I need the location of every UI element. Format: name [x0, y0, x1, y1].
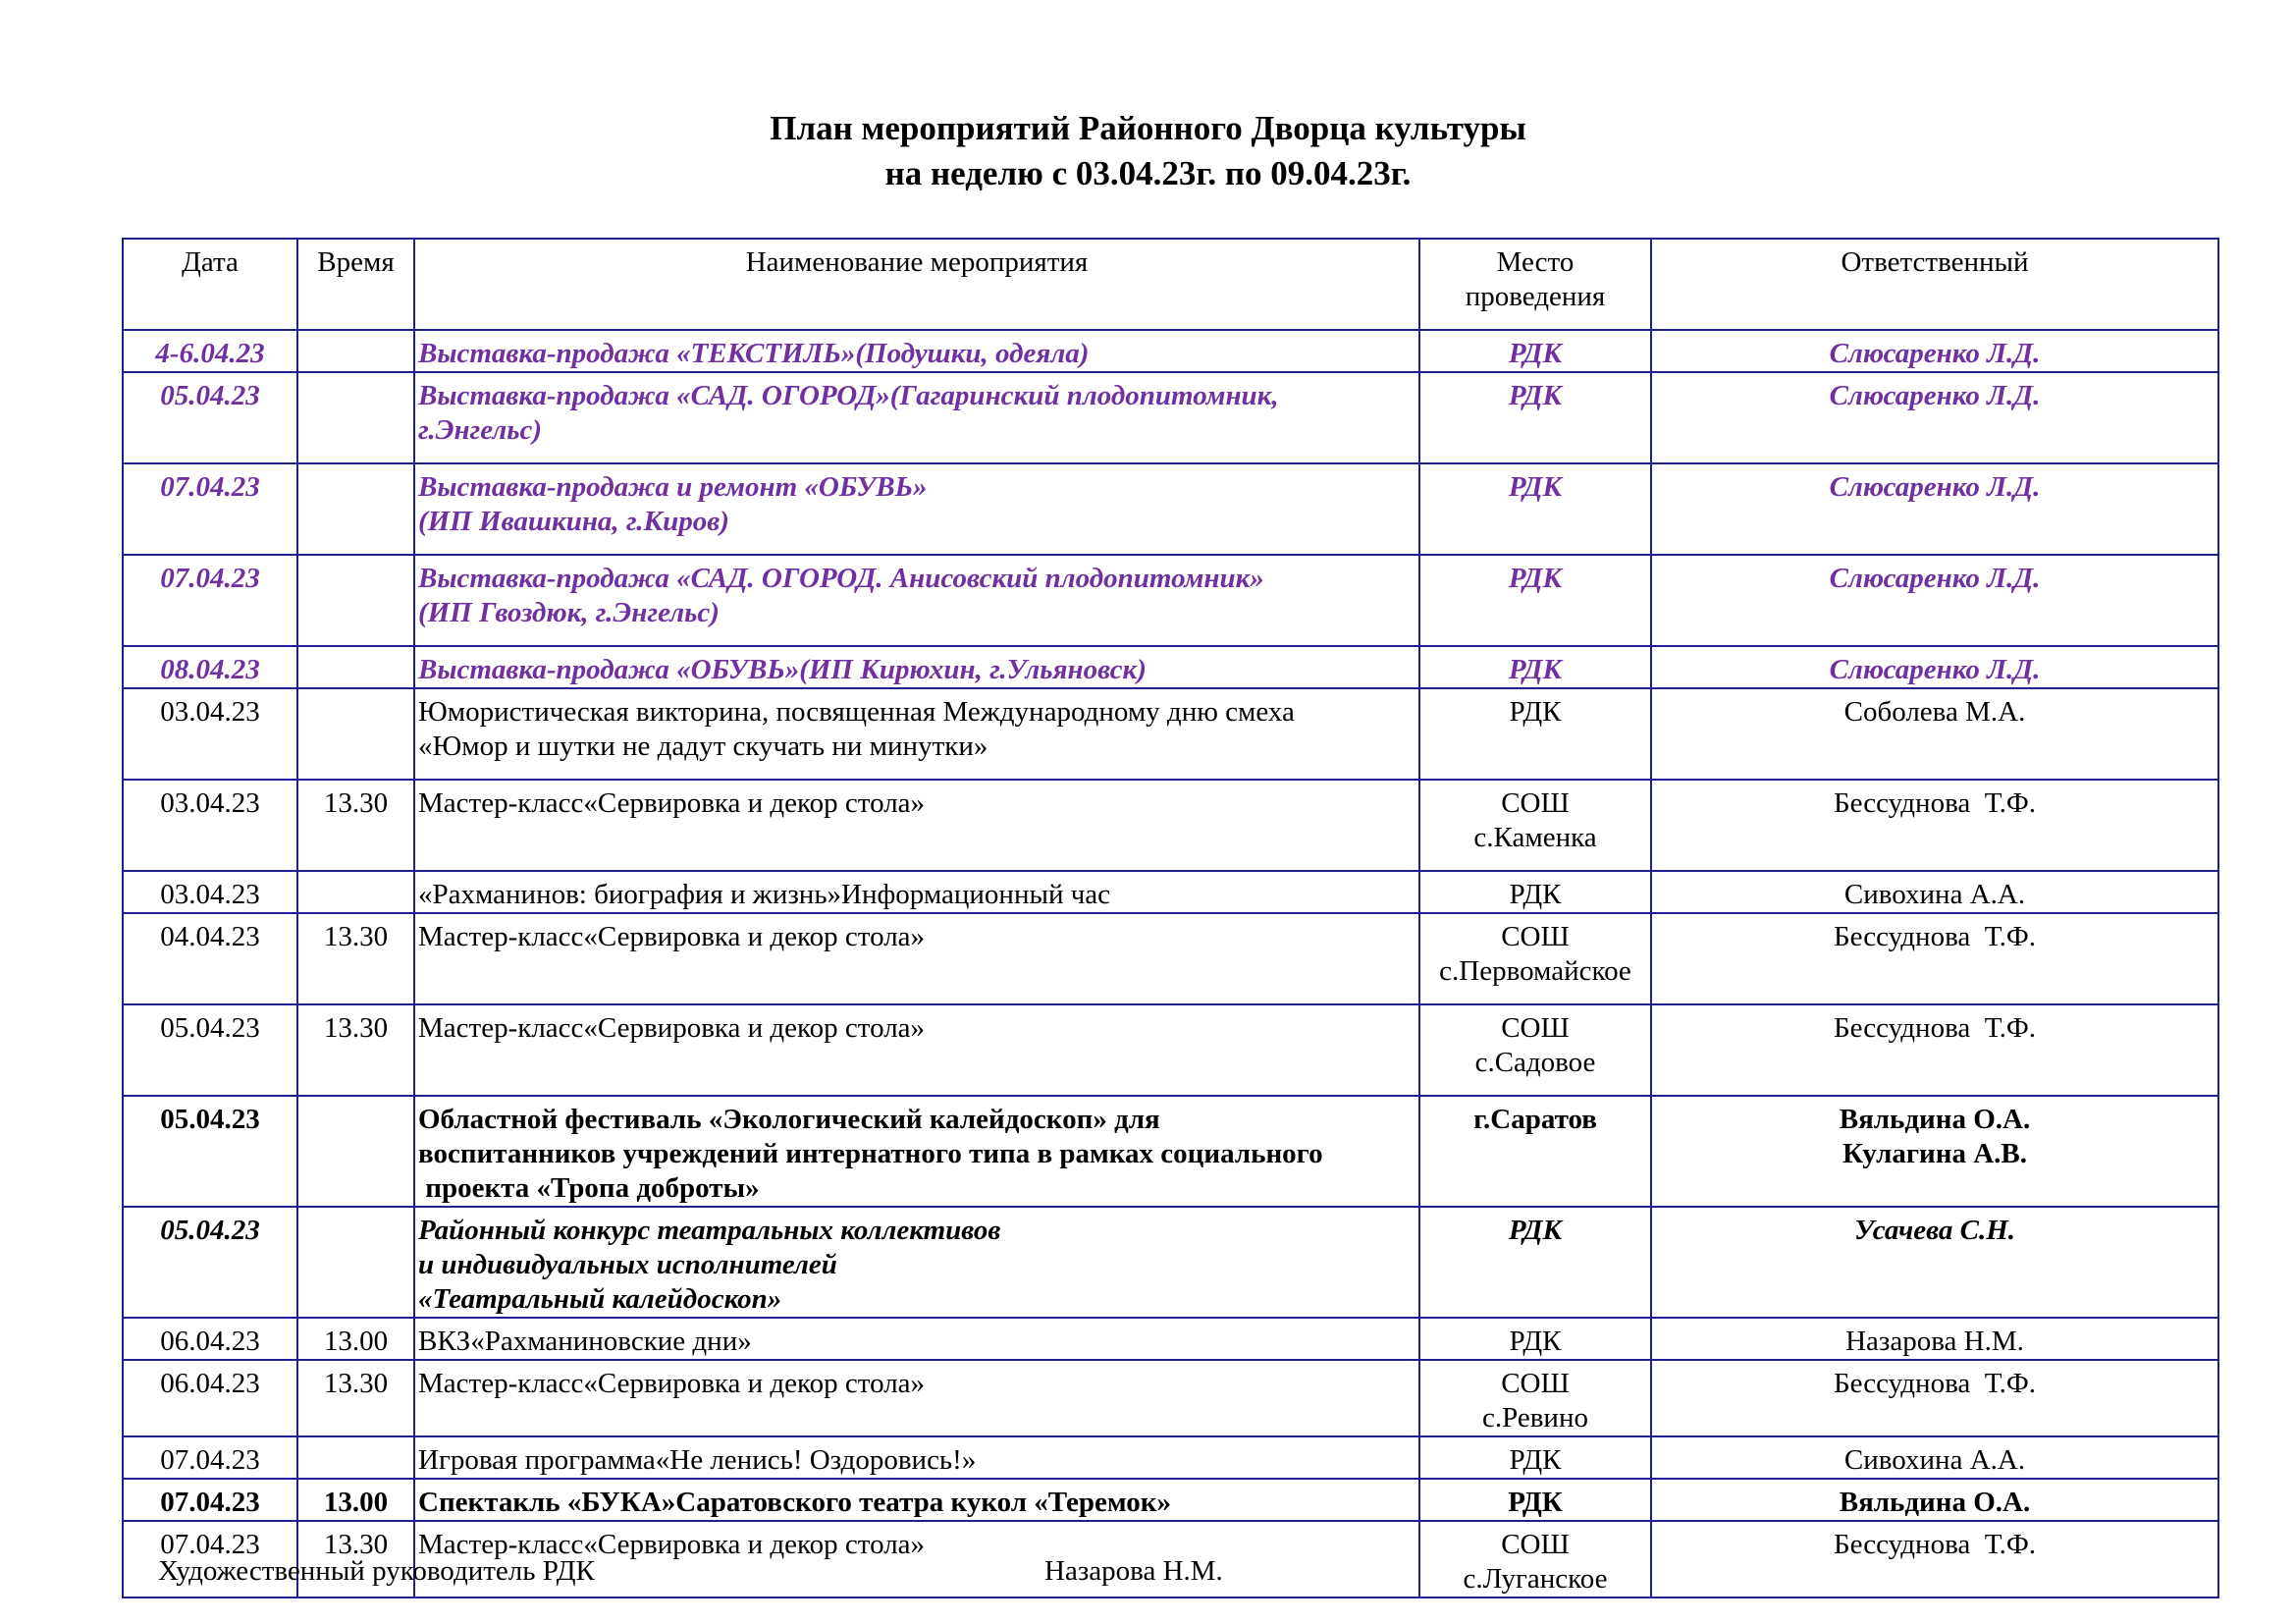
cell-event-name-line: Выставка-продажа «САД. ОГОРОД»(Гагаринский плодопитомник, [418, 380, 1279, 411]
cell-place-line: СОШ [1501, 1368, 1570, 1399]
cell-time [297, 372, 414, 463]
cell-time [297, 1096, 414, 1207]
cell-responsible [1651, 372, 2218, 463]
table-row [123, 1479, 2218, 1521]
header-responsible: Ответственный [1651, 239, 2218, 330]
cell-event-name-line: ВКЗ«Рахманиновские дни» [418, 1326, 752, 1357]
cell-place-line: РДК [1508, 1215, 1563, 1246]
cell-place [1419, 1096, 1651, 1207]
cell-place-line: РДК [1508, 338, 1563, 369]
header-name: Наименование мероприятия [414, 239, 1419, 330]
cell-place-line: РДК [1508, 471, 1563, 503]
cell-event-name-line: Областной фестиваль «Экологический калейдоскоп» для [418, 1104, 1160, 1135]
cell-date: 06.04.23 [123, 1360, 297, 1436]
cell-responsible-line: Бессуднова Т.Ф. [1834, 787, 2036, 819]
table-row [123, 913, 2218, 1004]
cell-place-line: РДК [1508, 380, 1563, 411]
cell-place-line: с.Каменка [1473, 822, 1597, 853]
cell-responsible [1651, 646, 2218, 688]
cell-responsible-line: Назарова Н.М. [1845, 1326, 2024, 1357]
cell-place-line: с.Ревино [1482, 1402, 1588, 1434]
cell-date: 05.04.23 [123, 372, 297, 463]
cell-event-name [414, 1004, 1419, 1096]
cell-event-name-line: Выставка-продажа и ремонт «ОБУВЬ» [418, 471, 928, 503]
header-date: Дата [123, 239, 297, 330]
cell-event-name-line: «Рахманинов: биография и жизнь»Информационный час [418, 879, 1111, 910]
title-line-2: на неделю с 03.04.23г. по 09.04.23г. [884, 154, 1412, 192]
cell-place [1419, 780, 1651, 871]
cell-event-name [414, 1360, 1419, 1436]
cell-date: 07.04.23 [123, 1479, 297, 1521]
cell-place [1419, 646, 1651, 688]
cell-responsible-line: Слюсаренко Л.Д. [1829, 338, 2041, 369]
cell-responsible [1651, 688, 2218, 780]
cell-place-line: СОШ [1501, 1012, 1570, 1044]
cell-time: 13.00 [297, 1479, 414, 1521]
cell-date: 07.04.23 [123, 555, 297, 646]
cell-responsible-line: Бессуднова Т.Ф. [1834, 1012, 2036, 1044]
cell-event-name [414, 688, 1419, 780]
cell-time [297, 646, 414, 688]
cell-event-name-line: (ИП Ивашкина, г.Киров) [418, 506, 729, 537]
cell-responsible [1651, 1318, 2218, 1360]
table-row [123, 555, 2218, 646]
footer-position: Художественный руководитель РДК [158, 1555, 595, 1587]
cell-date: 07.04.23 [123, 1521, 297, 1597]
cell-date: 07.04.23 [123, 463, 297, 555]
cell-place [1419, 1479, 1651, 1521]
title-line-1: План мероприятий Районного Дворца культуры [770, 109, 1526, 147]
cell-date: 05.04.23 [123, 1096, 297, 1207]
cell-event-name [414, 330, 1419, 372]
cell-event-name [414, 1436, 1419, 1479]
cell-time [297, 555, 414, 646]
cell-place-line: РДК [1509, 1444, 1562, 1476]
table-row [123, 1436, 2218, 1479]
cell-event-name-line: проекта «Тропа доброты» [418, 1172, 760, 1204]
header-time: Время [297, 239, 414, 330]
cell-event-name [414, 1096, 1419, 1207]
cell-responsible-line: Вяльдина О.А. [1839, 1487, 2031, 1518]
table-header-row [123, 239, 2218, 330]
cell-responsible-line: Усачева С.Н. [1853, 1215, 2016, 1246]
cell-place [1419, 1521, 1651, 1597]
cell-event-name-line: Районный конкурс театральных коллективов [418, 1215, 1001, 1246]
cell-place [1419, 555, 1651, 646]
table-row [123, 1207, 2218, 1318]
cell-event-name [414, 555, 1419, 646]
cell-responsible [1651, 913, 2218, 1004]
cell-responsible-line: Слюсаренко Л.Д. [1829, 654, 2041, 685]
header-place-line: проведения [1465, 281, 1606, 312]
cell-event-name-line: (ИП Гвоздюк, г.Энгельс) [418, 597, 720, 628]
cell-place-line: РДК [1509, 879, 1562, 910]
cell-responsible-line: Бессуднова Т.Ф. [1834, 1529, 2036, 1560]
cell-time: 13.30 [297, 780, 414, 871]
cell-time [297, 871, 414, 913]
cell-responsible [1651, 1207, 2218, 1318]
cell-date: 03.04.23 [123, 871, 297, 913]
cell-place-line: РДК [1508, 1487, 1563, 1518]
cell-place-line: с.Садовое [1474, 1047, 1596, 1078]
cell-date: 05.04.23 [123, 1004, 297, 1096]
cell-responsible [1651, 1521, 2218, 1597]
cell-time [297, 330, 414, 372]
cell-responsible [1651, 1479, 2218, 1521]
cell-place-line: СОШ [1501, 921, 1570, 952]
cell-responsible-line: Слюсаренко Л.Д. [1829, 471, 2041, 503]
cell-date: 05.04.23 [123, 1207, 297, 1318]
table-row [123, 688, 2218, 780]
cell-time [297, 1436, 414, 1479]
cell-place [1419, 1318, 1651, 1360]
cell-place-line: РДК [1509, 1326, 1562, 1357]
cell-event-name-line: Спектакль «БУКА»Саратовского театра кукол «Теремок» [418, 1487, 1171, 1518]
cell-responsible-line: Бессуднова Т.Ф. [1834, 1368, 2036, 1399]
cell-time: 13.30 [297, 1004, 414, 1096]
cell-responsible-line: Вяльдина О.А. [1839, 1104, 2031, 1135]
cell-event-name-line: «Юмор и шутки не дадут скучать ни минутки» [418, 731, 988, 762]
cell-event-name-line: Мастер-класс«Сервировка и декор стола» [418, 921, 926, 952]
cell-date: 03.04.23 [123, 688, 297, 780]
cell-time [297, 463, 414, 555]
cell-responsible [1651, 780, 2218, 871]
cell-place [1419, 372, 1651, 463]
cell-place-line: СОШ [1501, 787, 1570, 819]
cell-responsible-line: Бессуднова Т.Ф. [1834, 921, 2036, 952]
table-row [123, 1096, 2218, 1207]
cell-event-name [414, 1479, 1419, 1521]
table-row [123, 1004, 2218, 1096]
cell-event-name [414, 913, 1419, 1004]
cell-event-name [414, 646, 1419, 688]
cell-place [1419, 463, 1651, 555]
cell-event-name [414, 372, 1419, 463]
cell-date: 04.04.23 [123, 913, 297, 1004]
cell-responsible-line: Слюсаренко Л.Д. [1829, 563, 2041, 594]
cell-time: 13.30 [297, 1360, 414, 1436]
cell-date: 08.04.23 [123, 646, 297, 688]
header-place [1419, 239, 1651, 330]
header-place-line: Место [1496, 246, 1575, 278]
cell-event-name-line: Выставка-продажа «ТЕКСТИЛЬ»(Подушки, одеяла) [418, 338, 1090, 369]
cell-date: 07.04.23 [123, 1436, 297, 1479]
cell-time [297, 688, 414, 780]
cell-date: 4-6.04.23 [123, 330, 297, 372]
cell-place [1419, 1360, 1651, 1436]
cell-responsible-line: Слюсаренко Л.Д. [1829, 380, 2041, 411]
cell-event-name-line: Мастер-класс«Сервировка и декор стола» [418, 787, 926, 819]
table-row [123, 646, 2218, 688]
cell-time [297, 1207, 414, 1318]
cell-event-name [414, 1207, 1419, 1318]
cell-date: 06.04.23 [123, 1318, 297, 1360]
footer-person: Назарова Н.М. [1044, 1555, 1223, 1587]
cell-event-name-line: Игровая программа«Не ленись! Оздоровись!» [418, 1444, 977, 1476]
cell-place [1419, 688, 1651, 780]
cell-place [1419, 1207, 1651, 1318]
cell-place-line: СОШ [1501, 1529, 1570, 1560]
cell-place-line: г.Саратов [1473, 1104, 1597, 1135]
events-table [122, 238, 2219, 1598]
cell-responsible-line: Сивохина А.А. [1843, 1444, 2026, 1476]
table-row [123, 463, 2218, 555]
cell-place [1419, 1436, 1651, 1479]
cell-event-name-line: и индивидуальных исполнителей [418, 1249, 837, 1280]
cell-place-line: с.Луганское [1463, 1563, 1608, 1595]
cell-time: 13.30 [297, 913, 414, 1004]
cell-responsible-line: Кулагина А.В. [1842, 1138, 2027, 1169]
table-row [123, 871, 2218, 913]
cell-place-line: РДК [1508, 654, 1563, 685]
table-row [123, 1318, 2218, 1360]
cell-place-line: РДК [1509, 696, 1562, 728]
cell-responsible [1651, 1360, 2218, 1436]
cell-event-name [414, 463, 1419, 555]
cell-place [1419, 1004, 1651, 1096]
cell-event-name-line: «Театральный калейдоскоп» [418, 1283, 782, 1315]
cell-responsible [1651, 871, 2218, 913]
cell-event-name-line: Мастер-класс«Сервировка и декор стола» [418, 1529, 926, 1560]
cell-event-name-line: Мастер-класс«Сервировка и декор стола» [418, 1012, 926, 1044]
cell-event-name-line: Выставка-продажа «САД. ОГОРОД. Анисовский плодопитомник» [418, 563, 1264, 594]
cell-event-name-line: г.Энгельс) [418, 414, 543, 446]
cell-place-line: с.Первомайское [1439, 955, 1631, 987]
cell-responsible [1651, 1004, 2218, 1096]
cell-event-name [414, 871, 1419, 913]
cell-time: 13.00 [297, 1318, 414, 1360]
cell-event-name-line: Мастер-класс«Сервировка и декор стола» [418, 1368, 926, 1399]
cell-date: 03.04.23 [123, 780, 297, 871]
cell-event-name [414, 1318, 1419, 1360]
cell-responsible [1651, 555, 2218, 646]
table-row [123, 1360, 2218, 1436]
table-row [123, 780, 2218, 871]
cell-responsible [1651, 463, 2218, 555]
cell-place [1419, 871, 1651, 913]
cell-event-name [414, 780, 1419, 871]
cell-place [1419, 913, 1651, 1004]
cell-time: 13.30 [297, 1521, 414, 1597]
cell-place-line: РДК [1508, 563, 1563, 594]
cell-responsible-line: Соболева М.А. [1843, 696, 2026, 728]
cell-event-name-line: воспитанников учреждений интернатного типа в рамках социального [418, 1138, 1323, 1169]
cell-responsible [1651, 330, 2218, 372]
page-title [0, 106, 2296, 196]
cell-responsible [1651, 1096, 2218, 1207]
cell-responsible-line: Сивохина А.А. [1843, 879, 2026, 910]
table-row [123, 372, 2218, 463]
table-row [123, 330, 2218, 372]
cell-event-name-line: Юмористическая викторина, посвященная Международному дню смеха [418, 696, 1295, 728]
cell-place [1419, 330, 1651, 372]
cell-event-name-line: Выставка-продажа «ОБУВЬ»(ИП Кирюхин, г.Ульяновск) [418, 654, 1147, 685]
cell-responsible [1651, 1436, 2218, 1479]
